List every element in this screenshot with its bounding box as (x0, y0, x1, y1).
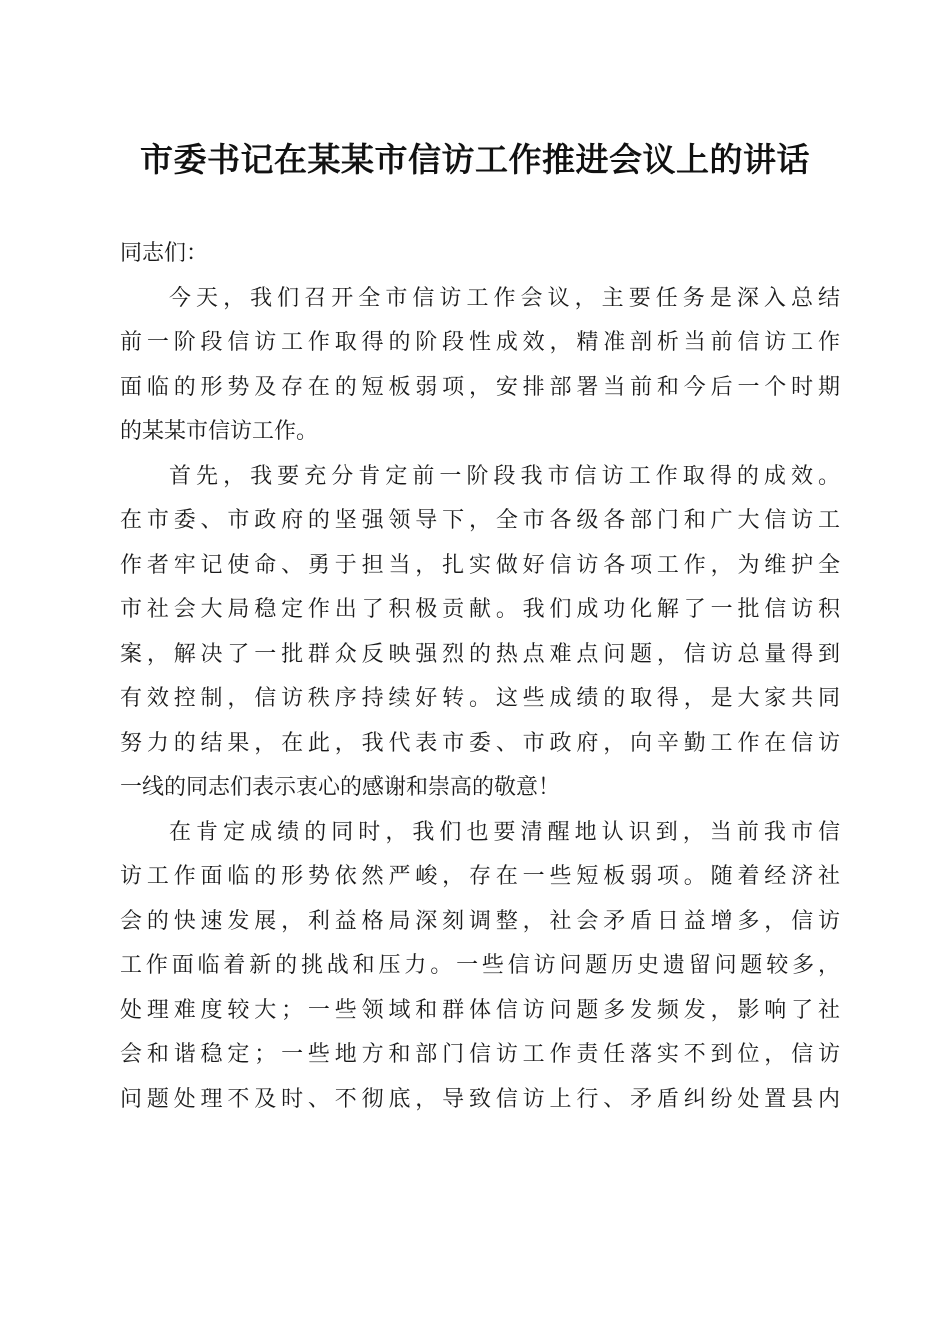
document-title: 市委书记在某某市信访工作推进会议上的讲话 (140, 140, 810, 179)
paragraph-line: 会的快速发展，利益格局深刻调整，社会矛盾日益增多，信访 (120, 908, 840, 934)
paragraph-line: 访工作面临的形势依然严峻，存在一些短板弱项。随着经济社 (120, 864, 840, 889)
paragraph-line: 工作面临着新的挑战和压力。一些信访问题历史遗留问题较多， (120, 953, 840, 978)
paragraph-line: 会和谐稳定；一些地方和部门信访工作责任落实不到位，信访 (120, 1042, 840, 1067)
paragraph-line: 首先，我要充分肯定前一阶段我市信访工作取得的成效。 (169, 463, 840, 489)
paragraph-2 (120, 455, 840, 811)
paragraph-line: 作者牢记使命、勇于担当，扎实做好信访各项工作，为维护全 (120, 552, 840, 578)
paragraph-line: 今天，我们召开全市信访工作会议，主要任务是深入总结 (169, 285, 840, 311)
paragraph-line: 案，解决了一批群众反映强烈的热点难点问题，信访总量得到 (120, 641, 840, 667)
paragraph-line: 一线的同志们表示衷心的感谢和崇高的敬意！ (120, 775, 561, 800)
salutation: 同志们： (120, 241, 209, 266)
paragraph-line: 的某某市信访工作。 (120, 419, 319, 444)
paragraph-line: 问题处理不及时、不彻底，导致信访上行、矛盾纠纷处置县内 (120, 1086, 840, 1112)
paragraph-line: 处理难度较大；一些领域和群体信访问题多发频发，影响了社 (120, 997, 840, 1023)
paragraph-line: 在肯定成绩的同时，我们也要清醒地认识到，当前我市信 (169, 819, 840, 845)
paragraph-line: 市社会大局稳定作出了积极贡献。我们成功化解了一批信访积 (120, 597, 840, 622)
paragraph-line: 在市委、市政府的坚强领导下，全市各级各部门和广大信访工 (120, 508, 840, 533)
paragraph-line: 有效控制，信访秩序持续好转。这些成绩的取得，是大家共同 (120, 686, 840, 711)
paragraph-3 (120, 811, 840, 1123)
paragraph-line: 面临的形势及存在的短板弱项，安排部署当前和今后一个时期 (120, 374, 840, 400)
paragraph-1 (120, 277, 840, 455)
paragraph-line: 努力的结果，在此，我代表市委、市政府，向辛勤工作在信访 (120, 730, 840, 756)
document-body (120, 232, 840, 1122)
paragraph-line: 前一阶段信访工作取得的阶段性成效，精准剖析当前信访工作 (120, 330, 840, 355)
